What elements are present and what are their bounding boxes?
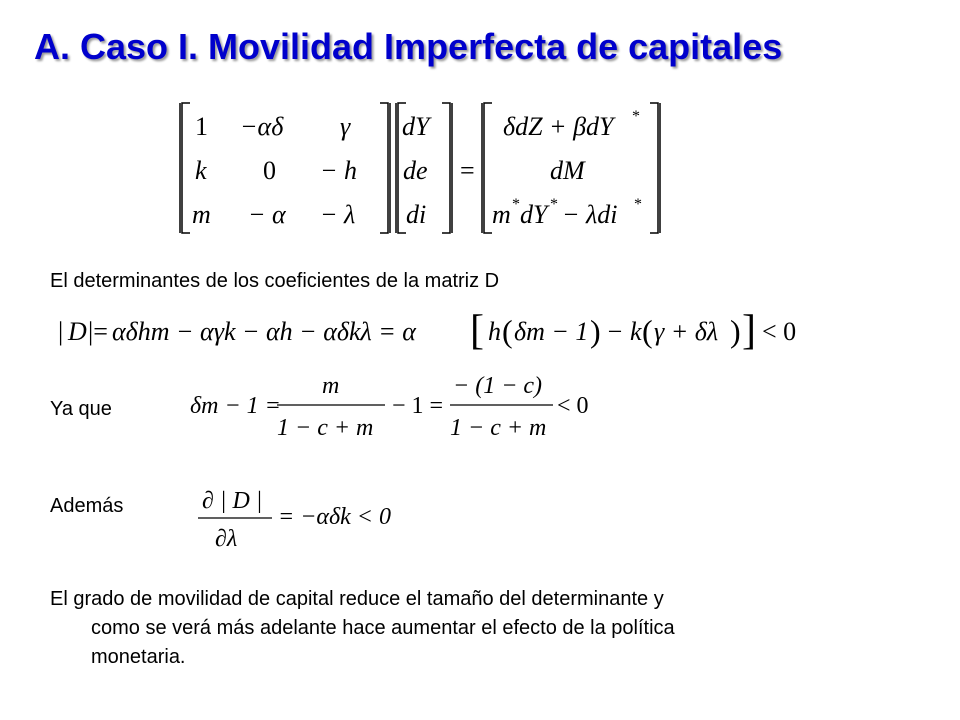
svg-text:D: D: [68, 317, 87, 346]
svg-text:− k: − k: [606, 317, 642, 346]
svg-text:m: m: [322, 373, 340, 399]
svg-text:[: [: [470, 308, 484, 354]
conclusion-line-1: El grado de movilidad de capital reduce el tamaño del determinante y: [50, 588, 664, 610]
svg-text:γ + δλ: γ + δλ: [654, 317, 719, 346]
svg-text:|: |: [58, 317, 64, 346]
svg-text:1 − c + m: 1 − c + m: [277, 415, 374, 441]
slide-title: A. Caso I. Movilidad Imperfecta de capitales: [34, 26, 783, 67]
svg-text:0: 0: [263, 156, 276, 185]
ademas-equation-graphic: [190, 480, 410, 560]
determinant-equation-graphic: [50, 300, 810, 360]
svg-text:δm − 1 =: δm − 1 =: [190, 393, 281, 419]
svg-text:−αδ: −αδ: [240, 112, 284, 141]
svg-text:m: m: [492, 200, 511, 229]
svg-text:di: di: [406, 200, 427, 229]
svg-text:αδhm − αγk − αh − αδkλ = α: αδhm − αγk − αh − αδkλ = α: [112, 317, 416, 346]
determinant-equation: [50, 300, 810, 360]
svg-text:*: *: [632, 108, 640, 125]
svg-text:h: h: [488, 317, 501, 346]
svg-text:∂ | D |: ∂ | D |: [202, 488, 263, 514]
svg-text:∂λ: ∂λ: [215, 526, 238, 552]
svg-text:− h: − h: [320, 156, 358, 185]
svg-text:γ: γ: [340, 112, 351, 141]
svg-text:< 0: < 0: [762, 317, 797, 346]
determinant-label: El determinantes de los coeficientes de la matriz D: [50, 270, 500, 292]
ya-que-equation: [185, 365, 605, 445]
svg-text:*: *: [634, 196, 642, 213]
svg-text:δm − 1: δm − 1: [514, 317, 589, 346]
svg-text:1 − c + m: 1 − c + m: [450, 415, 547, 441]
ya-que-equation-graphic: [185, 365, 605, 445]
svg-text:|=: |=: [88, 317, 108, 346]
svg-text:dM: dM: [550, 156, 585, 185]
svg-text:− 1 =: − 1 =: [392, 393, 444, 419]
svg-text:dY: dY: [520, 200, 548, 229]
svg-text:dY: dY: [402, 112, 430, 141]
svg-text:): ): [730, 313, 741, 349]
svg-text:− (1 − c): − (1 − c): [453, 373, 543, 399]
svg-text:= −αδk < 0: = −αδk < 0: [278, 504, 391, 530]
svg-text:]: ]: [742, 308, 756, 354]
svg-text:1: 1: [195, 112, 208, 141]
svg-text:(: (: [642, 313, 653, 349]
svg-text:de: de: [403, 156, 428, 185]
matrix-equation: [170, 95, 670, 240]
conclusion-line-2: como se verá más adelante hace aumentar el efecto de la política: [91, 617, 675, 639]
svg-text:=: =: [460, 156, 475, 185]
svg-text:k: k: [195, 156, 207, 185]
ya-que-label: Ya que: [50, 398, 112, 420]
svg-text:− λ: − λ: [320, 200, 356, 229]
svg-text:*: *: [550, 196, 558, 213]
svg-text:− λdi: − λdi: [562, 200, 618, 229]
ademas-equation: [190, 480, 410, 560]
svg-text:− α: − α: [248, 200, 286, 229]
svg-text:(: (: [502, 313, 513, 349]
svg-text:δdZ + βdY: δdZ + βdY: [503, 112, 614, 141]
conclusion-line-3: monetaria.: [91, 646, 186, 668]
svg-text:< 0: < 0: [557, 393, 589, 419]
conclusion-paragraph: [50, 585, 910, 672]
ademas-label: Además: [50, 495, 124, 517]
matrix-equation-graphic: [170, 95, 670, 240]
svg-text:): ): [590, 313, 601, 349]
svg-text:m: m: [192, 200, 211, 229]
svg-text:*: *: [512, 196, 520, 213]
